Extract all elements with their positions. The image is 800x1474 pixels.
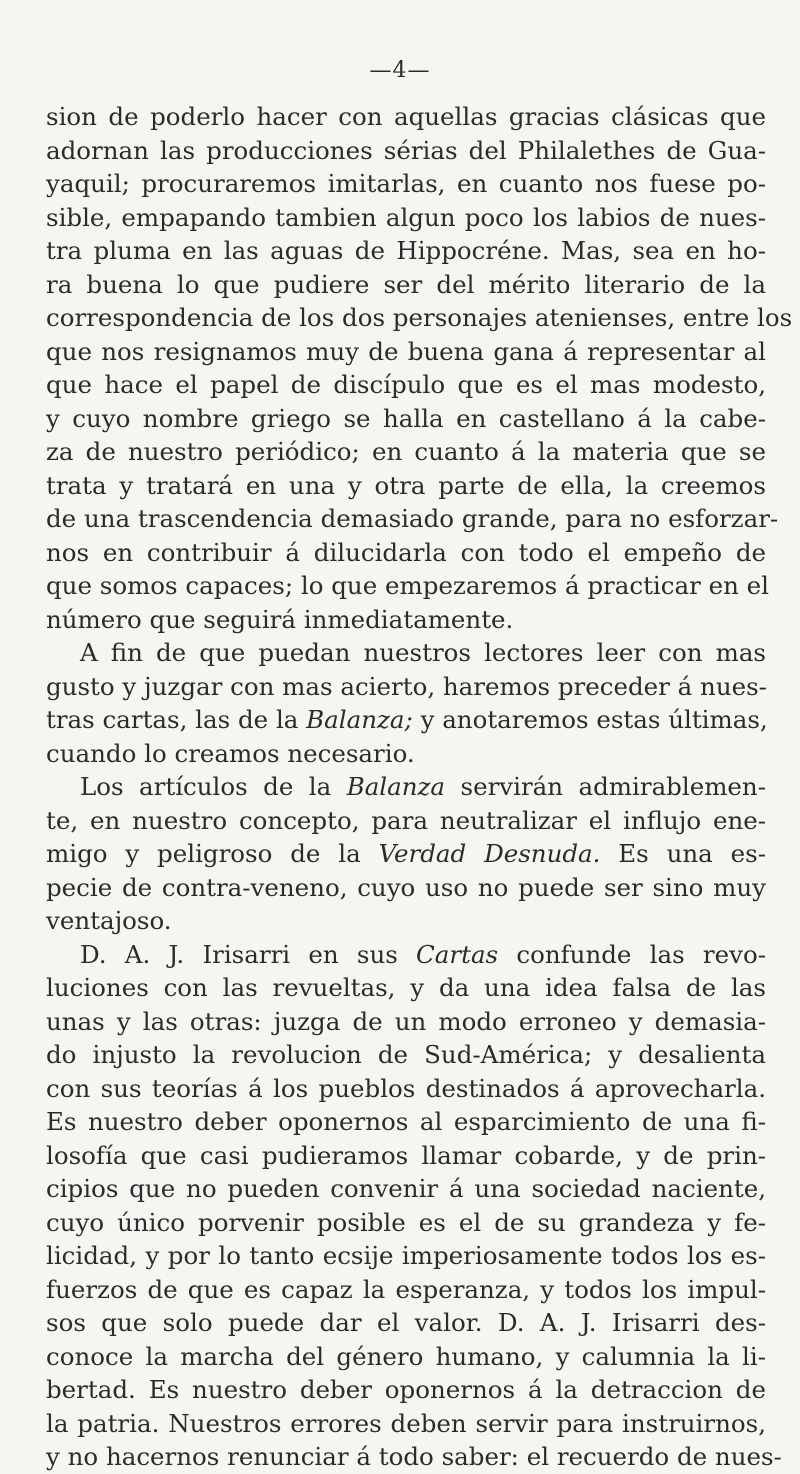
text-line: bertad. Es nuestro deber oponernos á la detraccion de (46, 1375, 766, 1404)
text-line: yaquil; procuraremos imitarlas, en cuanto nos fuese po- (46, 169, 766, 198)
text-line (46, 938, 766, 972)
text-line: pecie de contra-veneno, cuyo uso no puede ser sino muy (46, 872, 766, 902)
text-line: luciones con las revueltas, y da una idea falsa de las (46, 973, 766, 1002)
text-segment: Los artículos de la (80, 772, 347, 801)
italic-title: Cartas (416, 939, 499, 969)
text-line: cuyo único porvenir posible es el de su grandeza y fe- (46, 1207, 766, 1237)
text-segment: tras cartas, las de la (46, 705, 307, 734)
text-segment: D. A. J. Irisarri en sus (80, 939, 417, 969)
text-line: gusto y juzgar con mas acierto, haremos preceder á nues- (46, 671, 767, 701)
text-line: y no hacernos renunciar á todo saber: el recuerdo de nues- (46, 1442, 782, 1471)
text-line: conoce la marcha del género humano, y calumnia la li- (46, 1341, 766, 1371)
text-segment: migo y peligroso de la (46, 839, 379, 868)
text-line: licidad, y por lo tanto ecsije imperiosamente todos los es- (46, 1241, 766, 1270)
text-line: sion de poderlo hacer con aquellas gracias clásicas que (46, 102, 766, 131)
text-line: la patria. Nuestros errores deben servir para instruirnos, (46, 1408, 766, 1438)
text-line: correspondencia de los dos personajes atenienses, entre los (46, 303, 793, 332)
body-text (46, 100, 793, 1474)
text-line: de una trascendencia demasiado grande, para no esforzar- (46, 504, 779, 533)
text-line (46, 770, 766, 804)
text-line: que nos resignamos muy de buena gana á representar al (46, 336, 766, 366)
text-line: cipios que no pueden convenir á una sociedad naciente, (46, 1174, 766, 1203)
text-line: sos que solo puede dar el valor. D. A. J. Irisarri des- (46, 1308, 766, 1337)
text-segment: A fin de que puedan nuestros lectores leer con mas (80, 638, 766, 667)
text-segment: confunde las revo- (498, 939, 766, 969)
text-line: número que seguirá inmediatamente. (46, 604, 514, 634)
text-line: con sus teorías á los pueblos destinados á aprovecharla. (46, 1073, 766, 1103)
text-segment: servirán admirablemen- (445, 772, 766, 801)
text-line: te, en nuestro concepto, para neutralizar el influjo ene- (46, 805, 766, 835)
text-line: do injusto la revolucion de Sud-América; y desalienta (46, 1040, 766, 1069)
text-line: ventajoso. (46, 906, 172, 935)
text-line: cuando lo creamos necesario. (46, 738, 415, 768)
page-number: —4— (369, 58, 431, 83)
text-line (46, 837, 766, 871)
text-line: losofía que casi pudieramos llamar cobarde, y de prin- (46, 1140, 766, 1170)
text-line: nos en contribuir á dilucidarla con todo el empeño de (46, 537, 766, 567)
text-line: tra pluma en las aguas de Hippocréne. Mas, sea en ho- (46, 236, 766, 265)
text-line (46, 703, 766, 737)
text-line (46, 636, 766, 670)
text-line: y cuyo nombre griego se halla en castellano á la cabe- (46, 403, 766, 433)
italic-title: Balanza; (306, 705, 413, 734)
text-segment: Es una es- (600, 839, 766, 868)
text-line: unas y las otras: juzga de un modo erroneo y demasia- (46, 1006, 766, 1036)
text-line: que somos capaces; lo que empezaremos á practicar en el (46, 571, 770, 600)
text-line: ra buena lo que pudiere ser del mérito literario de la (46, 269, 766, 299)
text-line: trata y tratará en una y otra parte de ella, la creemos (46, 470, 766, 500)
text-line: adornan las producciones sérias del Philalethes de Gua- (46, 135, 766, 165)
italic-title: Verdad Desnuda. (378, 839, 601, 868)
text-line: fuerzos de que es capaz la esperanza, y todos los impul- (46, 1274, 766, 1304)
text-line: sible, empapando tambien algun poco los labios de nues- (46, 202, 766, 232)
text-line: Es nuestro deber oponernos al esparcimiento de una fi- (46, 1107, 766, 1136)
text-line: za de nuestro periódico; en cuanto á la materia que se (46, 437, 766, 466)
text-line: que hace el papel de discípulo que es el mas modesto, (46, 370, 766, 399)
text-segment: y anotaremos estas últimas, (412, 705, 768, 734)
italic-title: Balanza (346, 772, 446, 801)
